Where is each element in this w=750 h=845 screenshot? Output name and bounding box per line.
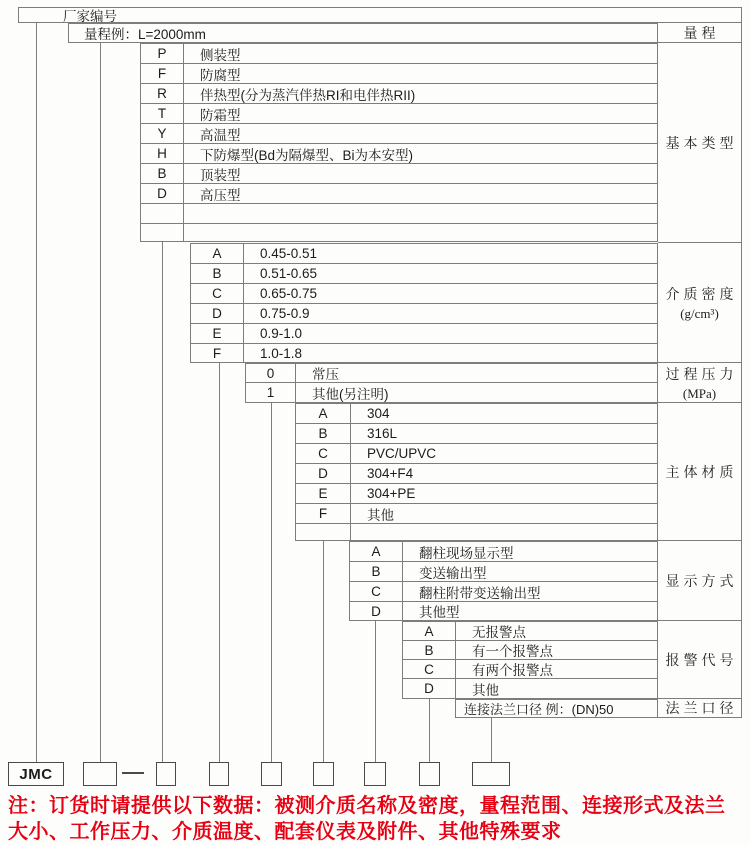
option-code: E: [191, 324, 244, 343]
option-desc: 伴热型(分为蒸汽伴热RI和电伴热RII): [200, 87, 416, 103]
option-row: [403, 679, 657, 698]
connector-line-material: [323, 541, 324, 762]
connector-line-pressure: [271, 403, 272, 762]
alarm-table: [402, 621, 658, 699]
option-code: F: [296, 504, 351, 523]
option-desc: 其他: [472, 682, 499, 698]
option-code: C: [191, 284, 244, 303]
range-example-row: [68, 23, 658, 43]
option-desc: 变送输出型: [419, 565, 487, 581]
side-label-basic-type: 基本类型: [658, 43, 741, 243]
option-desc: 316L: [367, 426, 398, 441]
code-box-material: [313, 762, 334, 786]
option-row: [350, 542, 657, 562]
option-row: [246, 383, 657, 402]
range-example-label: 量程例：L=2000mm: [84, 27, 206, 42]
option-row: [191, 284, 657, 304]
option-row: [246, 364, 657, 383]
option-code: P: [141, 44, 184, 63]
option-code: B: [141, 164, 184, 183]
option-row: [141, 184, 657, 204]
option-row: [141, 44, 657, 64]
option-code: A: [296, 404, 351, 423]
option-code: D: [191, 304, 244, 323]
option-row: [296, 404, 657, 424]
option-desc: 翻柱现场显示型: [419, 545, 514, 561]
connector-line-alarm: [429, 699, 430, 762]
ordering-note-line1: 注：订货时请提供以下数据：被测介质名称及密度，量程范围、连接形式及法兰: [8, 795, 726, 817]
option-code: C: [350, 582, 403, 601]
option-desc: 1.0-1.8: [260, 345, 303, 361]
pressure-table: [245, 363, 658, 403]
option-desc: 304+F4: [367, 466, 414, 481]
option-code: C: [403, 660, 456, 678]
basic-type-table: [140, 43, 658, 242]
empty-option-row: [296, 524, 657, 540]
option-desc: 其他: [367, 507, 394, 523]
ordering-note-line2: 大小、工作压力、介质温度、配套仪表及附件、其他特殊要求: [8, 821, 562, 843]
option-row: [403, 622, 657, 641]
option-desc: 常压: [312, 367, 339, 382]
side-label-density: 介质密度 (g/cm³): [658, 243, 741, 363]
option-row: [141, 84, 657, 104]
option-desc: 顶装型: [200, 167, 241, 183]
option-desc: 下防爆型(Bd为隔爆型、Bi为本安型): [200, 147, 414, 163]
empty-option-row: [141, 224, 657, 241]
option-desc: 0.51-0.65: [260, 266, 318, 281]
option-code: D: [296, 464, 351, 483]
flange-spec-text: 连接法兰口径 例：(DN)50: [464, 702, 614, 717]
option-row: [350, 562, 657, 582]
option-code: B: [191, 264, 244, 283]
manufacturer-number-label: 厂家编号: [63, 9, 117, 24]
option-code: B: [296, 424, 351, 443]
option-row: [296, 424, 657, 444]
side-label-range: 量程: [658, 23, 741, 43]
code-box-pressure: [261, 762, 282, 786]
flange-spec-row: [455, 699, 658, 718]
option-row: [191, 344, 657, 362]
option-code: D: [403, 679, 456, 698]
option-desc: 304+PE: [367, 486, 416, 501]
option-code: F: [141, 64, 184, 83]
option-row: [296, 504, 657, 524]
option-desc: 304: [367, 406, 390, 421]
option-desc: 高压型: [200, 187, 241, 203]
connector-line-basic-type: [162, 242, 163, 762]
option-row: [403, 660, 657, 679]
dash-separator: [122, 772, 144, 774]
option-row: [350, 602, 657, 620]
option-code: D: [350, 602, 403, 620]
side-label-material: 主体材质: [658, 403, 741, 541]
side-label-column: [658, 23, 742, 718]
option-code: T: [141, 104, 184, 123]
connector-line-flange: [491, 718, 492, 762]
option-row: [191, 324, 657, 344]
option-code: C: [296, 444, 351, 463]
density-table: [190, 243, 658, 363]
option-desc: 其他型: [419, 605, 460, 620]
option-code: 1: [246, 383, 296, 402]
ordering-note: [8, 793, 748, 845]
option-row: [141, 104, 657, 124]
option-row: [141, 124, 657, 144]
option-code: 0: [246, 364, 296, 382]
option-row: [296, 464, 657, 484]
option-desc: 0.9-1.0: [260, 326, 303, 341]
code-box-density: [209, 762, 229, 786]
code-box-alarm: [419, 762, 440, 786]
side-label-display: 显示方式: [658, 541, 741, 621]
option-code: R: [141, 84, 184, 103]
option-row: [141, 64, 657, 84]
option-code: Y: [141, 124, 184, 143]
option-desc: 高温型: [200, 127, 241, 143]
option-code: H: [141, 144, 184, 163]
option-row: [191, 304, 657, 324]
option-code: B: [403, 641, 456, 659]
option-code: A: [191, 244, 244, 263]
option-desc: 防腐型: [200, 67, 241, 83]
empty-option-row: [141, 204, 657, 224]
connector-line-display: [375, 621, 376, 762]
density-unit: (g/cm³): [680, 305, 719, 321]
option-row: [350, 582, 657, 602]
code-box-flange: [472, 762, 510, 786]
connector-line-manufacturer: [36, 23, 37, 762]
option-code: E: [296, 484, 351, 503]
connector-line-range: [100, 43, 101, 762]
option-code: D: [141, 184, 184, 203]
option-desc: 0.75-0.9: [260, 306, 310, 321]
option-desc: 有一个报警点: [472, 644, 553, 659]
option-desc: 其他(另注明): [312, 386, 389, 402]
display-mode-table: [349, 541, 658, 621]
pressure-unit: (MPa): [682, 385, 717, 401]
model-prefix-text: JMC: [19, 765, 53, 783]
option-row: [296, 444, 657, 464]
option-code: F: [191, 344, 244, 362]
connector-line-density: [219, 363, 220, 762]
code-box-range: [83, 762, 117, 786]
option-desc: 侧装型: [200, 47, 241, 63]
code-box-display: [364, 762, 386, 786]
side-label-alarm: 报警代号: [658, 621, 741, 699]
side-label-pressure: 过程压力 (MPa): [658, 363, 741, 403]
option-row: [403, 641, 657, 660]
option-row: [141, 144, 657, 164]
option-desc: 无报警点: [472, 625, 526, 640]
option-row: [296, 484, 657, 504]
option-desc: 翻柱附带变送输出型: [419, 585, 541, 601]
manufacturer-number-row: [18, 7, 742, 23]
option-code: A: [350, 542, 403, 561]
option-desc: 0.65-0.75: [260, 286, 318, 301]
option-code: B: [350, 562, 403, 581]
option-desc: 有两个报警点: [472, 663, 553, 678]
option-code: A: [403, 622, 456, 640]
code-box-basic-type: [156, 762, 176, 786]
option-desc: 防霜型: [200, 107, 241, 123]
option-row: [191, 264, 657, 284]
option-desc: PVC/UPVC: [367, 446, 437, 461]
side-label-flange: 法兰口径: [665, 701, 738, 717]
model-prefix-box: [8, 762, 64, 786]
material-table: [295, 403, 658, 541]
option-row: [141, 164, 657, 184]
option-row: [191, 244, 657, 264]
option-desc: 0.45-0.51: [260, 246, 318, 261]
